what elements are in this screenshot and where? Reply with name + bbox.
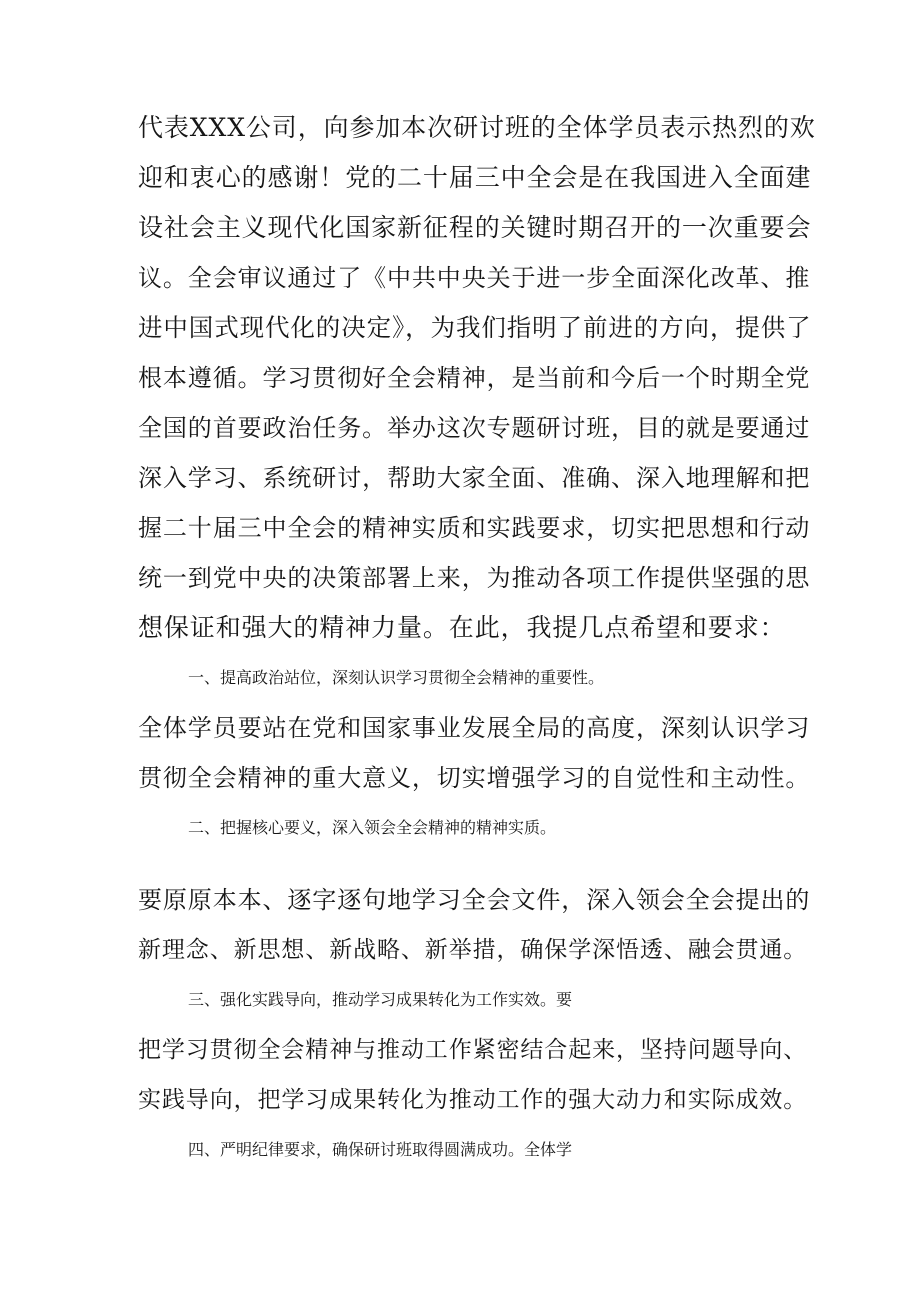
text-line-3: 设社会主义现代化国家新征程的关键时期召开的一次重要会 bbox=[138, 213, 812, 242]
text-line-16: 要原原本本、逐字逐句地学习全会文件，深入领会全会提出的 bbox=[138, 886, 811, 914]
text-line-5: 进中国式现代化的决定》，为我们指明了前进的方向，提供了 bbox=[138, 313, 812, 342]
text-line-14: 贯彻全会精神的重大意义，切实增强学习的自觉性和主动性。 bbox=[138, 764, 811, 792]
text-line-9: 握二十届三中全会的精神实质和实践要求，切实把思想和行动 bbox=[138, 514, 811, 542]
text-line-1: 代表XXX公司，向参加本次研讨班的全体学员表示热烈的欢 bbox=[138, 113, 816, 142]
text-line-2: 迎和衷心的感谢！党的二十届三中全会是在我国进入全面建 bbox=[138, 163, 812, 192]
section-heading-2: 二、把握核心要义，深入领会全会精神的精神实质。 bbox=[188, 818, 557, 837]
text-line-4: 议。全会审议通过了《中共中央关于进一步全面深化改革、推 bbox=[138, 264, 811, 292]
section-heading-1: 一、提高政治站位，深刻认识学习贯彻全会精神的重要性。 bbox=[188, 668, 605, 687]
section-heading-4: 四、严明纪律要求，确保研讨班取得圆满成功。全体学 bbox=[188, 1140, 573, 1159]
text-line-17: 新理念、新思想、新战略、新举措，确保学深悟透、融会贯通。 bbox=[138, 937, 808, 963]
text-line-20: 实践导向，把学习成果转化为推动工作的强大动力和实际成效。 bbox=[138, 1087, 808, 1113]
text-line-13: 全体学员要站在党和国家事业发展全局的高度，深刻认识学习 bbox=[138, 714, 811, 742]
text-line-19: 把学习贯彻全会精神与推动工作紧密结合起来，坚持问题导向、 bbox=[138, 1037, 808, 1063]
section-heading-3: 三、强化实践导向，推动学习成果转化为工作实效。要 bbox=[188, 990, 573, 1009]
text-line-6: 根本遵循。学习贯彻好全会精神，是当前和今后一个时期全党 bbox=[138, 364, 811, 392]
text-line-11: 想保证和强大的精神力量。在此，我提几点希望和要求： bbox=[138, 613, 786, 642]
text-line-8: 深入学习、系统研讨，帮助大家全面、准确、深入地理解和把 bbox=[138, 464, 811, 492]
text-line-10: 统一到党中央的决策部署上来，为推动各项工作提供坚强的思 bbox=[138, 564, 811, 592]
text-line-7: 全国的首要政治任务。举办这次专题研讨班，目的就是要通过 bbox=[138, 414, 811, 442]
